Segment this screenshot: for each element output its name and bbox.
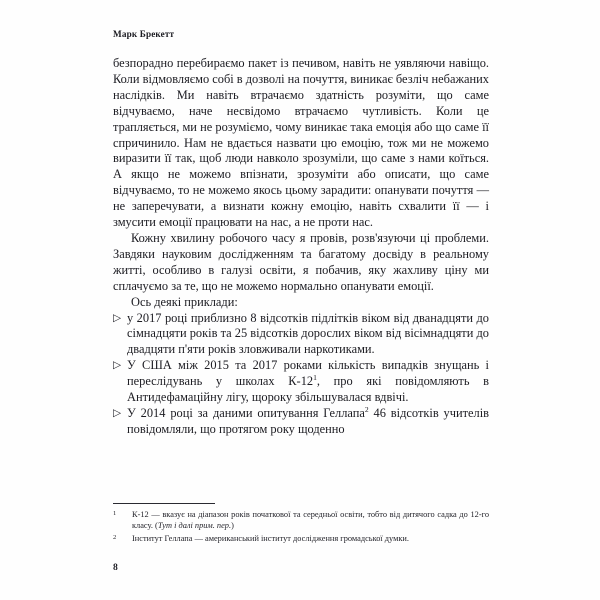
- examples-list: [113, 311, 489, 438]
- footnote-marker: 1: [113, 510, 117, 517]
- page-number: 8: [113, 562, 118, 573]
- triangle-bullet-icon: ▷: [113, 407, 122, 419]
- list-item: [113, 311, 489, 359]
- footnote-separator-rule: [113, 503, 215, 504]
- footnote-reference[interactable]: 1: [313, 373, 317, 382]
- list-item-text-cont: , про які повідомляють в Антидефамаційну лігу, щороку збільшувалася вдвічі.: [127, 374, 489, 405]
- footnote-reference[interactable]: 2: [364, 404, 369, 414]
- footnote-text-italic: Тут і далі прим. пер.: [157, 521, 232, 531]
- body-paragraph-1: безпорадно перебираємо пакет із печивом, навіть не уявляючи навіщо. Коли відмовляємо собі в дозволі на почуття, виникає безліч небажаних наслідків. Ми навіть втрачаємо здатність розуміти, що саме відчуваємо, наче несвідомо втрачаємо чутливість. Коли це трапляється, ми не розуміємо, чому виникає така емоція або що саме її спричинило. Нам не вдається назвати цю емоцію, тож ми не можемо виразити її так, щоб люди навколо зрозуміли, що саме з нами коїться. А якщо не можемо впізнати, зрозуміти або описати, що саме відчуваємо, то не можемо якось цьому зарадити: опанувати почуття — не заперечувати, а визнати кожну емоцію, навіть схвалити її — і змусити емоції працювати на нас, а не проти нас.: [113, 56, 489, 230]
- text-column: [113, 56, 489, 438]
- triangle-bullet-icon: ▷: [113, 312, 122, 324]
- body-paragraph-3: Ось деякі приклади:: [131, 294, 238, 309]
- list-item-text: у 2017 році приблизно 8 відсотків підлітків віком від дванадцяти до сімнадцяти років та 25 відсотків дорослих віком від вісімнадцяти до двадцяти п'яти років зловживали наркотиками.: [127, 310, 489, 357]
- footnotes-block: [113, 503, 489, 545]
- list-item: [113, 358, 489, 406]
- list-item-text: У США між 2015 та 2017 роками кількість випадків знущань і переслідувань у школах К-12: [127, 358, 489, 389]
- running-head: Марк Брекетт: [113, 29, 175, 39]
- list-item: [113, 406, 489, 438]
- footnote-item: [113, 533, 489, 544]
- triangle-bullet-icon: ▷: [113, 360, 122, 372]
- list-item-text-cont: 46 відсотків учителів повідомляли, що протягом року щоденно: [127, 405, 489, 436]
- footnote-item: [113, 509, 489, 532]
- body-paragraph-2: Кожну хвилину робочого часу я провів, розв'язуючи ці проблеми. Завдяки науковим дослідженням та багатому досвіду в реальному житті, особливо в галузі освіти, я побачив, яку жахливу ціну ми сплачуємо за те, що не можемо нормально опанувати емоції.: [113, 230, 489, 293]
- list-item-text: У 2014 році за даними опитування Геллапа: [127, 405, 365, 420]
- footnote-text-tail: ): [231, 521, 234, 531]
- footnote-marker: 2: [113, 533, 117, 541]
- footnote-text: К-12 — вказує на діапазон років початкової та середньої освіти, тобто від дитячого садка до 12-го класу. (: [132, 510, 489, 531]
- footnote-text: Інститут Геллапа — американський інститут дослідження громадської думки.: [132, 533, 409, 543]
